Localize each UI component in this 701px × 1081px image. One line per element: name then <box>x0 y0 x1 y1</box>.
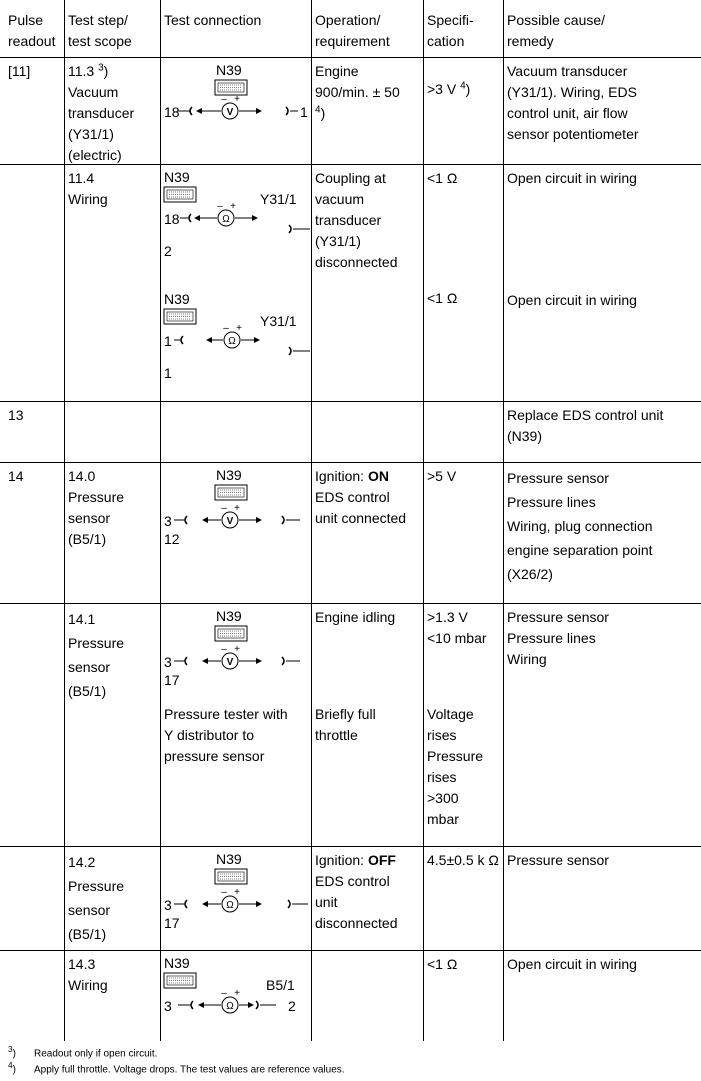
control-unit-label: N39 <box>216 851 242 867</box>
test-step-cell: 14.3 Wiring <box>68 956 108 993</box>
specification-cell: Voltage rises Pressure rises >300 mbar <box>427 706 484 827</box>
header-specification: Specifi- cation <box>427 12 474 49</box>
ohmmeter-icon <box>174 896 308 912</box>
voltmeter-connection-diagram <box>164 61 310 121</box>
test-step-cell: 14.0 Pressure sensor (B5/1) <box>68 468 125 547</box>
plus-sign: + <box>236 323 242 334</box>
header-test-step: Test step/ test scope <box>68 12 132 49</box>
pin-number: 3 <box>164 654 172 670</box>
operation-cell: Ignition: ON EDS control unit connected <box>315 468 407 526</box>
minus-sign: – <box>221 887 227 898</box>
possible-cause-cell: Replace EDS control unit (N39) <box>507 407 664 444</box>
minus-sign: – <box>217 201 223 212</box>
footnote-marker: $^4$) <box>8 1060 16 1076</box>
test-step-cell: 11.4 Wiring <box>68 170 108 207</box>
control-unit-label: N39 <box>164 169 190 185</box>
header-test-connection: Test connection <box>164 12 262 28</box>
test-step-cell: 14.2 Pressure sensor (B5/1) <box>68 854 125 942</box>
minus-sign: – <box>223 323 229 334</box>
pin-number: 1 <box>164 333 172 349</box>
pin-number: 17 <box>164 915 180 931</box>
pin-number: 12 <box>164 531 180 547</box>
control-unit-label: N39 <box>164 955 190 971</box>
pulse-readout-cell: 13 <box>8 407 24 423</box>
operation-cell: Engine idling <box>315 609 396 625</box>
control-unit-icon <box>164 973 196 988</box>
test-connection-note: Pressure tester with Y distributor to pressure sensor <box>164 706 288 764</box>
operation-cell: Engine 900/min. ± 50 $^4$) <box>315 63 400 121</box>
test-step-cell: 11.3 $^3$) Vacuum transducer (Y31/1) (electric) <box>68 62 135 163</box>
control-unit-icon <box>164 309 196 324</box>
test-step-cell: 14.1 Pressure sensor (B5/1) <box>68 611 125 699</box>
possible-cause-cell: Open circuit in wiring <box>507 956 637 972</box>
row-divider <box>0 462 701 463</box>
minus-sign: – <box>221 644 227 655</box>
plus-sign: + <box>234 94 240 105</box>
footnote: $^4$) Apply full throttle. Voltage drops. The test values are reference values. <box>8 1060 345 1076</box>
control-unit-icon <box>215 626 247 641</box>
row-divider <box>0 401 701 402</box>
ohmmeter-connection-diagram <box>164 168 310 268</box>
component-label: Y31/1 <box>260 313 297 329</box>
specification-cell: 4.5±0.5 k Ω <box>427 852 499 868</box>
meter-symbol: Ω <box>228 336 236 347</box>
column-divider <box>64 0 65 1041</box>
voltmeter-connection-diagram <box>164 607 310 697</box>
possible-cause-cell: Pressure sensor <box>507 852 609 868</box>
pin-number: 18 <box>164 211 180 227</box>
pulse-readout-cell: 14 <box>8 468 24 484</box>
column-divider <box>311 0 312 1041</box>
pin-number: 2 <box>288 998 296 1014</box>
column-divider <box>423 0 424 1041</box>
possible-cause-cell: Pressure sensor Pressure lines Wiring <box>507 609 609 667</box>
minus-sign: – <box>221 988 227 999</box>
control-unit-label: N39 <box>164 291 190 307</box>
operation-cell: Ignition: OFF EDS control unit disconnected <box>315 852 398 931</box>
ohmmeter-icon <box>180 210 310 233</box>
specification-cell: >5 V <box>427 468 457 484</box>
meter-symbol: V <box>226 516 234 527</box>
pin-number: 17 <box>164 672 180 688</box>
ohmmeter-connection-diagram <box>164 290 310 390</box>
footnote: $^3$) Readout only if open circuit. <box>8 1044 158 1060</box>
header-possible-cause: Possible cause/ remedy <box>507 12 606 49</box>
voltmeter-icon <box>174 653 300 669</box>
pin-number: 1 <box>300 104 308 120</box>
row-divider <box>0 950 701 951</box>
component-label: Y31/1 <box>260 191 297 207</box>
pin-number: 2 <box>164 243 172 259</box>
control-unit-icon <box>215 80 247 95</box>
column-divider <box>503 0 504 1041</box>
pin-number: 3 <box>164 897 172 913</box>
ohmmeter-connection-diagram <box>164 954 310 1024</box>
control-unit-label: N39 <box>216 467 242 483</box>
pin-number: 3 <box>164 998 172 1014</box>
ohmmeter-icon <box>174 332 310 355</box>
meter-symbol: Ω <box>222 214 230 225</box>
meter-symbol: V <box>226 107 234 118</box>
plus-sign: + <box>230 201 236 212</box>
specification-cell: <1 Ω <box>427 290 458 306</box>
control-unit-icon <box>215 485 247 500</box>
voltmeter-icon <box>178 103 298 119</box>
voltmeter-icon <box>174 512 300 528</box>
specification-cell: >3 V $^4$) <box>427 80 471 97</box>
row-divider <box>0 57 701 58</box>
voltmeter-connection-diagram <box>164 466 310 556</box>
footnote-marker: $^3$) <box>8 1044 16 1060</box>
control-unit-icon <box>215 869 247 884</box>
specification-cell: >1.3 V <10 mbar <box>427 609 487 646</box>
row-divider <box>0 603 701 604</box>
pin-number: 3 <box>164 513 172 529</box>
possible-cause-cell: Pressure sensor Pressure lines Wiring, plug connection engine separation point (X26/2) <box>507 470 653 582</box>
possible-cause-cell: Vacuum transducer (Y31/1). Wiring, EDS control unit, air flow sensor potentiometer <box>507 63 639 142</box>
ohmmeter-connection-diagram <box>164 850 310 940</box>
plus-sign: + <box>234 503 240 514</box>
operation-cell: Briefly full throttle <box>315 706 376 743</box>
pin-number: 1 <box>164 365 172 381</box>
plus-sign: + <box>234 644 240 655</box>
specification-cell: <1 Ω <box>427 956 458 972</box>
plus-sign: + <box>234 988 240 999</box>
meter-symbol: V <box>226 657 234 668</box>
minus-sign: – <box>221 503 227 514</box>
possible-cause-cell: Open circuit in wiring <box>507 170 637 186</box>
meter-symbol: Ω <box>226 900 234 911</box>
meter-symbol: Ω <box>226 1001 234 1012</box>
column-divider <box>160 0 161 1041</box>
plus-sign: + <box>234 887 240 898</box>
pin-number: 18 <box>164 104 180 120</box>
control-unit-label: N39 <box>216 62 242 78</box>
row-divider <box>0 846 701 847</box>
minus-sign: – <box>221 94 227 105</box>
specification-cell: <1 Ω <box>427 170 458 186</box>
header-pulse-readout: Pulse readout <box>8 12 56 49</box>
component-label: B5/1 <box>266 977 295 993</box>
header-operation: Operation/ requirement <box>315 12 390 49</box>
possible-cause-cell: Open circuit in wiring <box>507 292 637 308</box>
control-unit-icon <box>164 187 196 202</box>
pulse-readout-cell: [11] <box>8 63 31 79</box>
operation-cell: Coupling at vacuum transducer (Y31/1) disconnected <box>315 170 398 270</box>
control-unit-label: N39 <box>216 608 242 624</box>
